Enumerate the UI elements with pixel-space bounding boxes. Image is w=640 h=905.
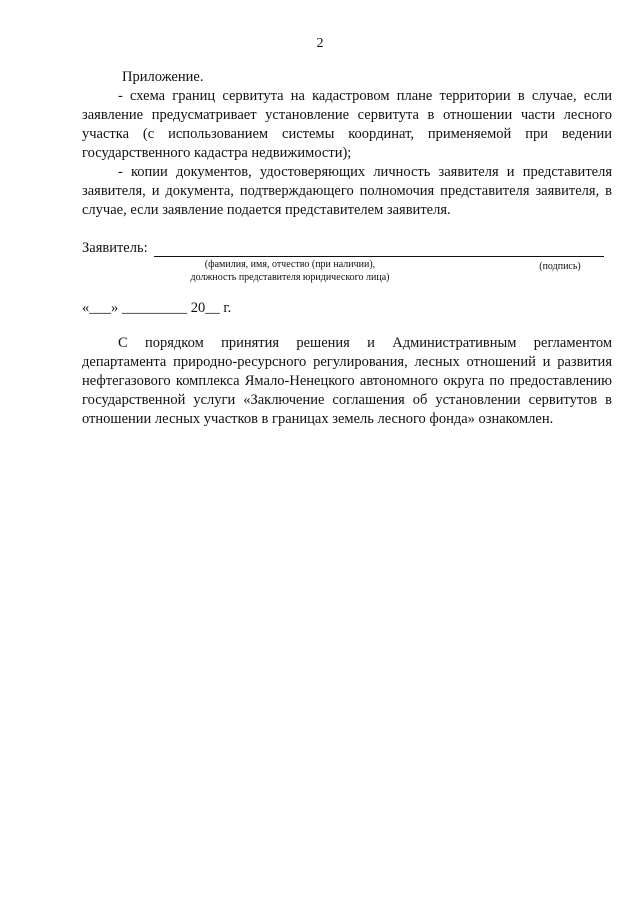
acknowledgement-paragraph: С порядком принятия решения и Административным регламентом департамента природно-ресурсного регулирования, лесных отношений и развития нефтегазового комплекса Ямало-Ненецкого автономного округа по предоставлению государственной услуги «Заключение соглашения об установлении сервитутов в отношении лесных участков в границах земель лесного фонда» ознакомлен. (82, 335, 612, 427)
appendix-section (82, 68, 612, 220)
applicant-signature-row (82, 240, 612, 260)
appendix-item-scheme: - схема границ сервитута на кадастровом плане территории в случае, если заявление предусматривает установление сервитута в отношении части лесного участка (с использованием системы координат, применяемой при ведении государственного кадастра недвижимости); (82, 88, 612, 161)
page-number: 2 (316, 36, 324, 51)
appendix-title: Приложение. (122, 69, 204, 85)
applicant-name-hint (170, 258, 410, 284)
appendix-item-documents: - копии документов, удостоверяющих личность заявителя и представителя заявителя, и документа, подтверждающего полномочия представителя заявителя, в случае, если заявление подается представителем заявителя. (82, 164, 612, 218)
applicant-name-hint-line2: должность представителя юридического лица) (190, 272, 390, 283)
applicant-signature-line (496, 256, 604, 257)
applicant-label: Заявитель: (82, 240, 148, 256)
signature-hint: (подпись) (539, 261, 581, 272)
applicant-name-hint-line1: (фамилия, имя, отчество (при наличии), (204, 259, 376, 270)
date-line: «___» _________ 20__ г. (82, 300, 232, 316)
